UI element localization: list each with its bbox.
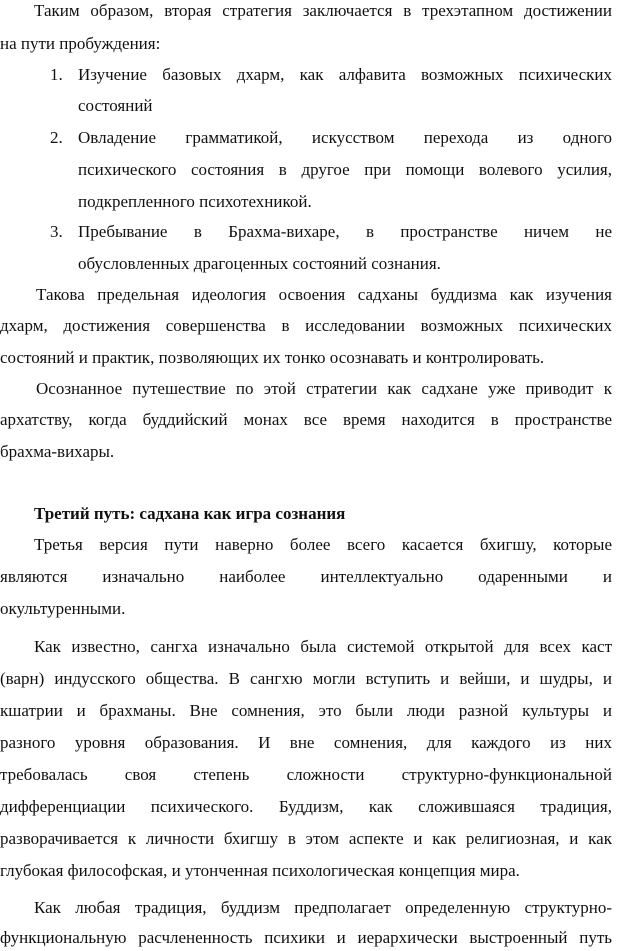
- text-line: состояний и практик, позволяющих их тонко осознавать и контролировать.: [0, 348, 545, 367]
- text-line: Такова предельная идеология освоения садханы буддизма как изучения: [36, 285, 612, 304]
- list-number: 3.: [50, 222, 63, 241]
- text-line: подкрепленного психотехникой.: [78, 192, 312, 211]
- text-line: Как любая традиция, буддизм предполагает определенную структурно-: [34, 898, 612, 917]
- text-line: являются изначально наиболее интеллектуально одаренными и: [0, 567, 612, 586]
- text-line: кшатрии и брахманы. Вне сомнения, это были люди разной культуры и: [0, 701, 612, 720]
- text-line: брахма-вихары.: [0, 442, 115, 461]
- text-line: Третья версия пути наверно более всего касается бхигшу, которые: [34, 535, 612, 554]
- text-line: Осознанное путешествие по этой стратегии как садхане уже приводит к: [36, 379, 612, 398]
- text-line: Таким образом, вторая стратегия заключается в трехэтапном достижении: [34, 1, 612, 20]
- list-text: Изучение базовых дхарм, как алфавита возможных психических: [78, 65, 612, 84]
- text-line: дхарм, достижения совершенства в исследовании возможных психических: [0, 316, 612, 335]
- text-line: разного уровня образования. И вне сомнения, для каждого из них: [0, 733, 612, 752]
- text-line: психического состояния в другое при помощи волевого усилия,: [78, 160, 612, 179]
- text-line: требовалась своя степень сложности структурно-функциональной: [0, 765, 612, 784]
- text-line: на пути пробуждения:: [0, 34, 161, 53]
- text-line: Как известно, сангха изначально была системой открытой для всех каст: [34, 637, 612, 656]
- section-heading: Третий путь: садхана как игра сознания: [34, 504, 346, 523]
- text-line: глубокая философская, и утонченная психологическая концепция мира.: [0, 861, 520, 880]
- text-line: окультуренными.: [0, 599, 126, 618]
- list-number: 1.: [50, 65, 63, 84]
- list-item-2: [0, 125, 612, 151]
- list-text: Пребывание в Брахма-вихаре, в пространстве ничем не: [78, 222, 612, 241]
- list-text: Овладение грамматикой, искусством перехода из одного: [78, 128, 612, 147]
- text-line: (варн) индусского общества. В сангхю могли вступить и вейши, и шудры, и: [0, 669, 612, 688]
- text-line: архатству, когда буддийский монах все время находится в пространстве: [0, 410, 612, 429]
- text-line: разворачивается к личности бхигшу в этом аспекте и как религиозная, и как: [0, 829, 612, 848]
- text-line: состояний: [78, 96, 153, 115]
- text-line: функциональную расчлененность психики и иерархически выстроенный путь: [0, 928, 612, 947]
- list-item-1: [0, 62, 612, 88]
- text-line: дифференциации психического. Буддизм, как сложившаяся традиция,: [0, 797, 612, 816]
- list-number: 2.: [50, 128, 63, 147]
- list-item-3: [0, 219, 612, 245]
- text-line: обусловленных драгоценных состояний сознания.: [78, 254, 441, 273]
